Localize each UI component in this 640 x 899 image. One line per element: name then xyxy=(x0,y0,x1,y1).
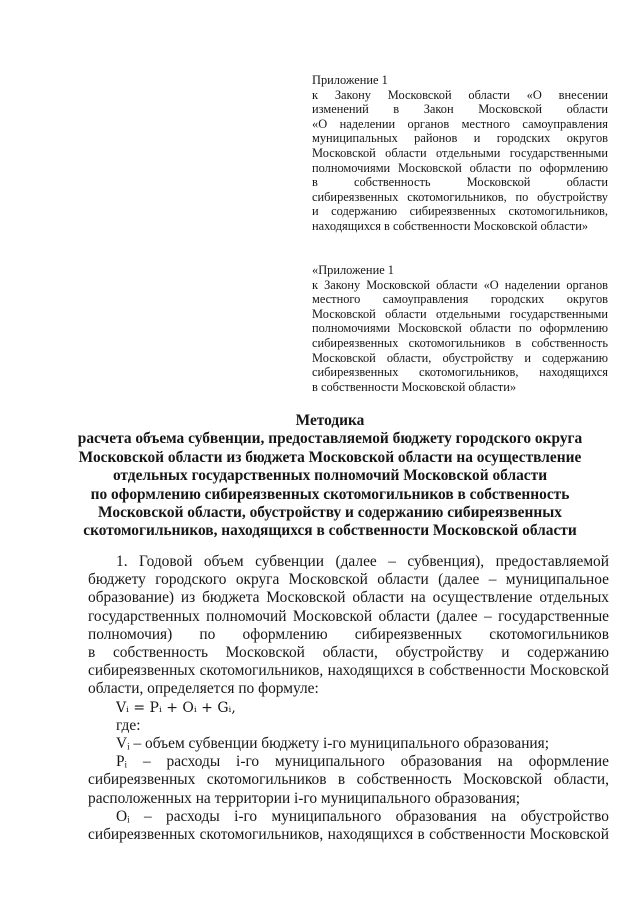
appendix-1-line: Московской области отдельными государственными xyxy=(312,145,608,160)
appendix-1-line: «О наделении органов местного самоуправления xyxy=(312,116,608,131)
appendix-1-header xyxy=(312,73,608,234)
paragraph-1-line: сибиреязвенных скотомогильников, находящихся в собственности Московской xyxy=(88,662,609,680)
title-line: отдельных государственных полномочий Московской области xyxy=(112,467,548,485)
paragraph-1-line: государственных полномочий Московской области (далее – государственные xyxy=(88,607,609,625)
paragraph-1-line: бюджету городского округа Московской области (далее – муниципальное xyxy=(88,571,609,589)
appendix-2-line: «Приложение 1 xyxy=(312,263,394,277)
title-line: Московской области, обустройству и содержанию сибиреязвенных xyxy=(98,504,562,522)
definition-o-line: Oᵢ – расходы i-го муниципального образования на обустройство xyxy=(116,807,609,825)
appendix-2-line: сибиреязвенных скотомогильников, находящихся xyxy=(312,365,608,380)
appendix-2-line: Московской области, обустройству и содержанию xyxy=(312,350,608,365)
definition-v: Vᵢ – объем субвенции бюджету i-го муниципального образования; xyxy=(116,735,550,753)
definition-p-line: сибиреязвенных скотомогильников в собственность Московской области, xyxy=(88,771,609,789)
appendix-2-header xyxy=(312,263,608,394)
appendix-2-line: местного самоуправления городских округов xyxy=(312,292,608,307)
paragraph-1-line: образование) из бюджета Московской области на осуществление отдельных xyxy=(88,589,609,607)
paragraph-1-line: области, определяется по формуле: xyxy=(88,680,319,698)
formula xyxy=(88,699,609,717)
appendix-2-line: к Закону Московской области «О наделении органов xyxy=(312,277,608,292)
appendix-1-line: в собственность Московской области xyxy=(312,175,608,190)
appendix-2-line: полномочиями Московской области по оформлению xyxy=(312,321,608,336)
definition-p-line: расположенных на территории i-го муниципального образования; xyxy=(88,789,521,807)
appendix-2-line: сибиреязвенных скотомогильников в собственность xyxy=(312,335,608,350)
paragraph-1-line: в собственность Московской области, обустройству и содержанию xyxy=(88,644,609,662)
paragraph-1-line: 1. Годовой объем субвенции (далее – субвенция), предоставляемой xyxy=(116,553,609,570)
appendix-1-line: полномочиями Московской области по оформлению xyxy=(312,160,608,175)
methodology-title xyxy=(40,412,620,541)
title-line: расчета объема субвенции, предоставляемой бюджету городского округа xyxy=(77,430,583,448)
formula-text: Vᵢ = Pᵢ + Oᵢ + Gᵢ, xyxy=(116,699,236,716)
where-label: где: xyxy=(116,716,141,734)
definition-p-line: Pᵢ – расходы i-го муниципального образования на оформление xyxy=(116,753,609,771)
appendix-1-line: изменений в Закон Московской области xyxy=(312,102,608,117)
appendix-1-line: Приложение 1 xyxy=(312,73,388,87)
appendix-1-line: находящихся в собственности Московской области» xyxy=(312,218,589,233)
appendix-1-line: к Закону Московской области «О внесении xyxy=(312,87,608,102)
appendix-1-line: муниципальных районов и городских округов xyxy=(312,131,608,146)
appendix-2-line: в собственности Московской области» xyxy=(312,379,517,394)
title-line: по оформлению сибиреязвенных скотомогильников в собственность xyxy=(90,485,570,503)
title-line: Московской области из бюджета Московской области на осуществление xyxy=(78,448,582,466)
body-text xyxy=(88,553,609,844)
definition-o-line: сибиреязвенных скотомогильников, находящихся в собственности Московской xyxy=(88,826,609,844)
paragraph-1-line: полномочия) по оформлению сибиреязвенных скотомогильников xyxy=(88,625,609,643)
appendix-1-line: и содержанию сибиреязвенных скотомогильников, xyxy=(312,204,608,219)
title-line: скотомогильников, находящихся в собственности Московской области xyxy=(83,522,577,540)
appendix-2-line: Московской области отдельными государственными xyxy=(312,306,608,321)
title-heading: Методика xyxy=(295,412,365,429)
appendix-1-line: сибиреязвенных скотомогильников, по обустройству xyxy=(312,189,608,204)
